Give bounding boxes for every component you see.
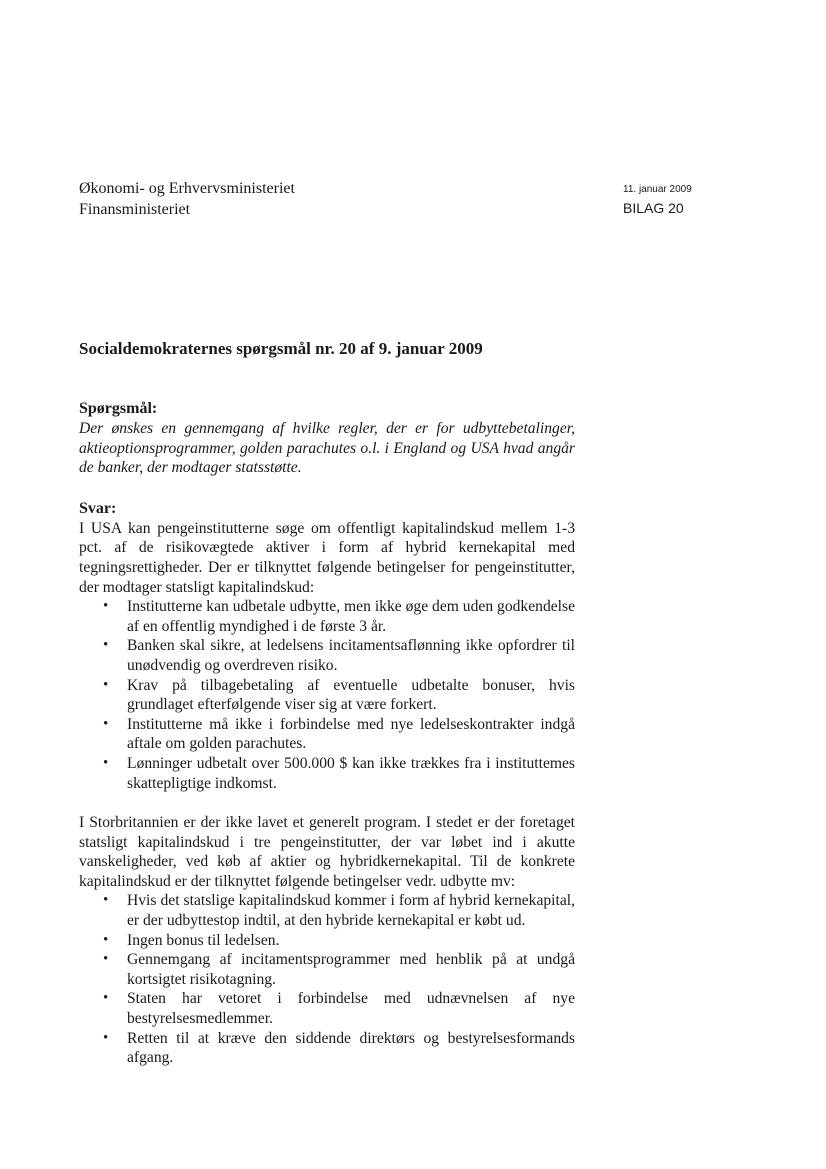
paragraph-spacer — [79, 793, 575, 813]
question-text: Der ønskes en gennemgang af hvilke regler, der er for udbyttebetalinger, aktieoptionsprogrammer, golden parachutes o.l. i England og USA hvad angår de banker, der modtager statsstøtte. — [79, 420, 575, 477]
uk-conditions-list — [79, 891, 575, 1067]
document-body — [79, 398, 575, 1068]
document-title: Socialdemokraternes spørgsmål nr. 20 af 9. januar 2009 — [79, 339, 483, 358]
list-item: • Banken skal sikre, at ledelsens incitamentsaflønning ikke opfordrer til unødvendig og overdreven risiko. — [127, 636, 575, 675]
question-heading: Spørgsmål: — [79, 400, 158, 417]
document-meta — [623, 181, 692, 218]
list-item: • Krav på tilbagebetaling af eventuelle udbetalte bonuser, hvis grundlaget efterfølgende viser sig at være forkert. — [127, 676, 575, 715]
list-item: • Gennemgang af incitamentsprogrammer med henblik på at undgå kortsigtet risikotagning. — [127, 950, 575, 989]
usa-intro-paragraph: I USA kan pengeinstitutterne søge om offentligt kapitalindskud mellem 1-3 pct. af de risikovægtede aktiver i form af hybrid kernekapital med tegningsrettigheder. Der er tilknyttet følgende betingelser for pengeinstitutter, der modtager statsligt kapitalindskud: — [79, 519, 575, 596]
list-item: • Hvis det statslige kapitalindskud kommer i form af hybrid kernekapital, er der udbyttestop indtil, at den hybride kernekapital er købt ud. — [127, 891, 575, 930]
sender-finance-ministry: Finansministeriet — [79, 201, 191, 218]
document-date: 11. januar 2009 — [623, 184, 692, 195]
usa-conditions-list — [79, 597, 575, 793]
sender-block — [79, 178, 295, 220]
list-item: • Ingen bonus til ledelsen. — [127, 931, 575, 951]
answer-heading: Svar: — [79, 499, 117, 517]
list-item: • Lønninger udbetalt over 500.000 $ kan ikke trækkes fra i instituttemes skattepligtige indkomst. — [127, 754, 575, 793]
appendix-label: BILAG 20 — [623, 200, 684, 216]
uk-intro-paragraph: I Storbritannien er der ikke lavet et generelt program. I stedet er der foretaget statsligt kapitalindskud i tre pengeinstitutter, der var løbet ind i akutte vanskeligheder, ved køb af aktier og hybridkernekapital. Til de konkrete kapitalindskud er der tilknyttet følgende betingelser vedr. udbytte mv: — [79, 814, 575, 890]
list-item: • Retten til at kræve den siddende direktørs og bestyrelsesformands afgang. — [127, 1029, 575, 1068]
list-item: • Institutterne kan udbetale udbytte, men ikke øge dem uden godkendelse af en offentlig myndighed i de første 3 år. — [127, 597, 575, 636]
sender-ministry: Økonomi- og Erhvervsministeriet — [79, 180, 295, 197]
list-item: • Institutterne må ikke i forbindelse med nye ledelseskontrakter indgå aftale om golden parachutes. — [127, 715, 575, 754]
list-item: • Staten har vetoret i forbindelse med udnævnelsen af nye bestyrelsesmedlemmer. — [127, 989, 575, 1028]
